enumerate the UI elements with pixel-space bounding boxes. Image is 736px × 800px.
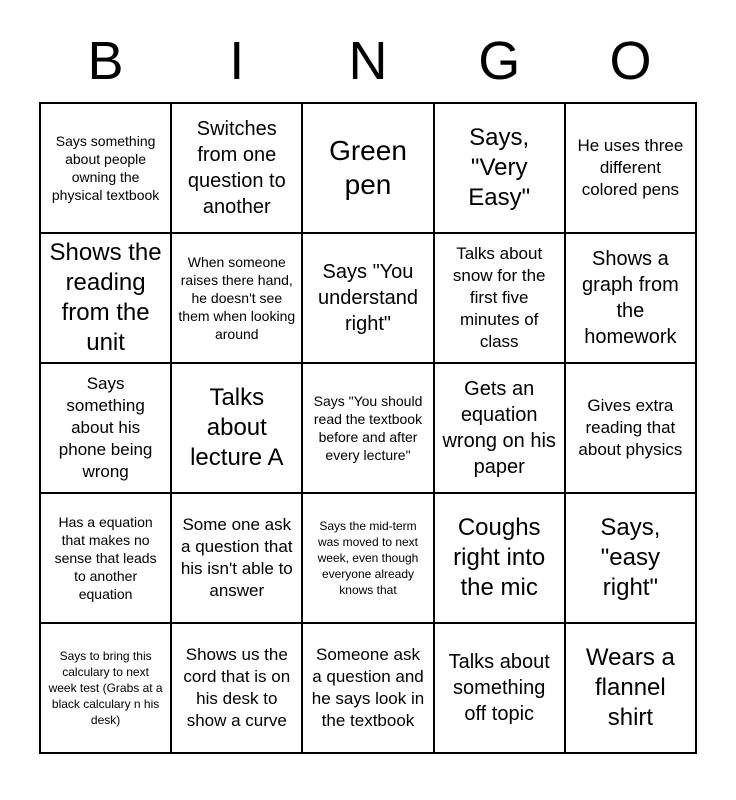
bingo-cell[interactable] xyxy=(303,494,434,624)
bingo-header xyxy=(40,30,696,92)
bingo-cell-text: Talks about lecture A xyxy=(190,384,284,471)
bingo-cell[interactable] xyxy=(566,364,697,494)
bingo-cell[interactable] xyxy=(566,624,697,754)
bingo-cell[interactable] xyxy=(172,104,303,234)
bingo-cell-text: Says the mid-term was moved to next week, even though everyone already knows that xyxy=(317,519,419,597)
bingo-cell[interactable] xyxy=(303,234,434,364)
bingo-cell[interactable] xyxy=(303,364,434,494)
bingo-header-letter-i: I xyxy=(229,31,245,91)
bingo-cell[interactable] xyxy=(41,624,172,754)
bingo-header-letter-g: G xyxy=(478,31,521,91)
bingo-cell[interactable] xyxy=(172,234,303,364)
bingo-cell[interactable] xyxy=(172,494,303,624)
bingo-cell-text: When someone raises there hand, he doesn't see them when looking around xyxy=(178,254,296,342)
bingo-cell[interactable] xyxy=(303,624,434,754)
bingo-cell[interactable] xyxy=(435,364,566,494)
bingo-cell-text: Switches from one question to another xyxy=(187,118,286,218)
bingo-cell-text: Someone ask a question and he says look in the textbook xyxy=(311,645,425,730)
bingo-grid xyxy=(39,102,697,754)
bingo-cell[interactable] xyxy=(41,494,172,624)
bingo-header-letter-n: N xyxy=(348,31,388,91)
bingo-cell-text: Coughs right into the mic xyxy=(453,514,546,601)
bingo-cell[interactable] xyxy=(566,104,697,234)
bingo-cell[interactable] xyxy=(172,624,303,754)
bingo-cell[interactable] xyxy=(566,234,697,364)
bingo-cell-text: Gets an equation wrong on his paper xyxy=(442,378,556,478)
bingo-cell-text: Gives extra reading that about physics xyxy=(578,396,683,459)
bingo-cell-text: Says, "easy right" xyxy=(600,514,661,601)
bingo-cell-text: Says something about people owning the physical textbook xyxy=(51,133,160,203)
bingo-cell[interactable] xyxy=(172,364,303,494)
bingo-cell[interactable] xyxy=(435,624,566,754)
bingo-header-letter-b: B xyxy=(87,31,124,91)
bingo-cell-text: Talks about snow for the first five minutes of class xyxy=(452,244,546,351)
bingo-cell-text: Says "You should read the textbook before and after every lecture" xyxy=(313,393,423,463)
bingo-cell[interactable] xyxy=(435,104,566,234)
bingo-cell[interactable] xyxy=(303,104,434,234)
bingo-cell-text: Says something about his phone being wrong xyxy=(58,374,153,481)
bingo-cell-text: Says to bring this calculary to next week test (Grabs at a black calculary n his desk) xyxy=(48,649,163,727)
bingo-cell[interactable] xyxy=(566,494,697,624)
bingo-cell-text: Talks about something off topic xyxy=(448,651,550,725)
bingo-cell[interactable] xyxy=(435,234,566,364)
bingo-cell-text: Shows us the cord that is on his desk to show a curve xyxy=(183,645,291,730)
bingo-cell-text: Shows the reading from the unit xyxy=(49,239,162,356)
bingo-header-letter-o: O xyxy=(609,31,652,91)
bingo-cell-text: Has a equation that makes no sense that leads to another equation xyxy=(54,514,157,602)
bingo-cell-text: He uses three different colored pens xyxy=(577,136,684,199)
bingo-cell[interactable] xyxy=(41,234,172,364)
bingo-cell-text: Some one ask a question that his isn't able to answer xyxy=(180,515,293,600)
bingo-cell-text: Green pen xyxy=(329,135,407,200)
bingo-cell[interactable] xyxy=(41,364,172,494)
bingo-cell-text: Says "You understand right" xyxy=(317,261,419,335)
bingo-cell-text: Wears a flannel shirt xyxy=(585,644,675,731)
bingo-cell-text: Shows a graph from the homework xyxy=(582,248,679,348)
bingo-cell[interactable] xyxy=(41,104,172,234)
bingo-cell-text: Says, "Very Easy" xyxy=(468,124,531,211)
bingo-cell[interactable] xyxy=(435,494,566,624)
